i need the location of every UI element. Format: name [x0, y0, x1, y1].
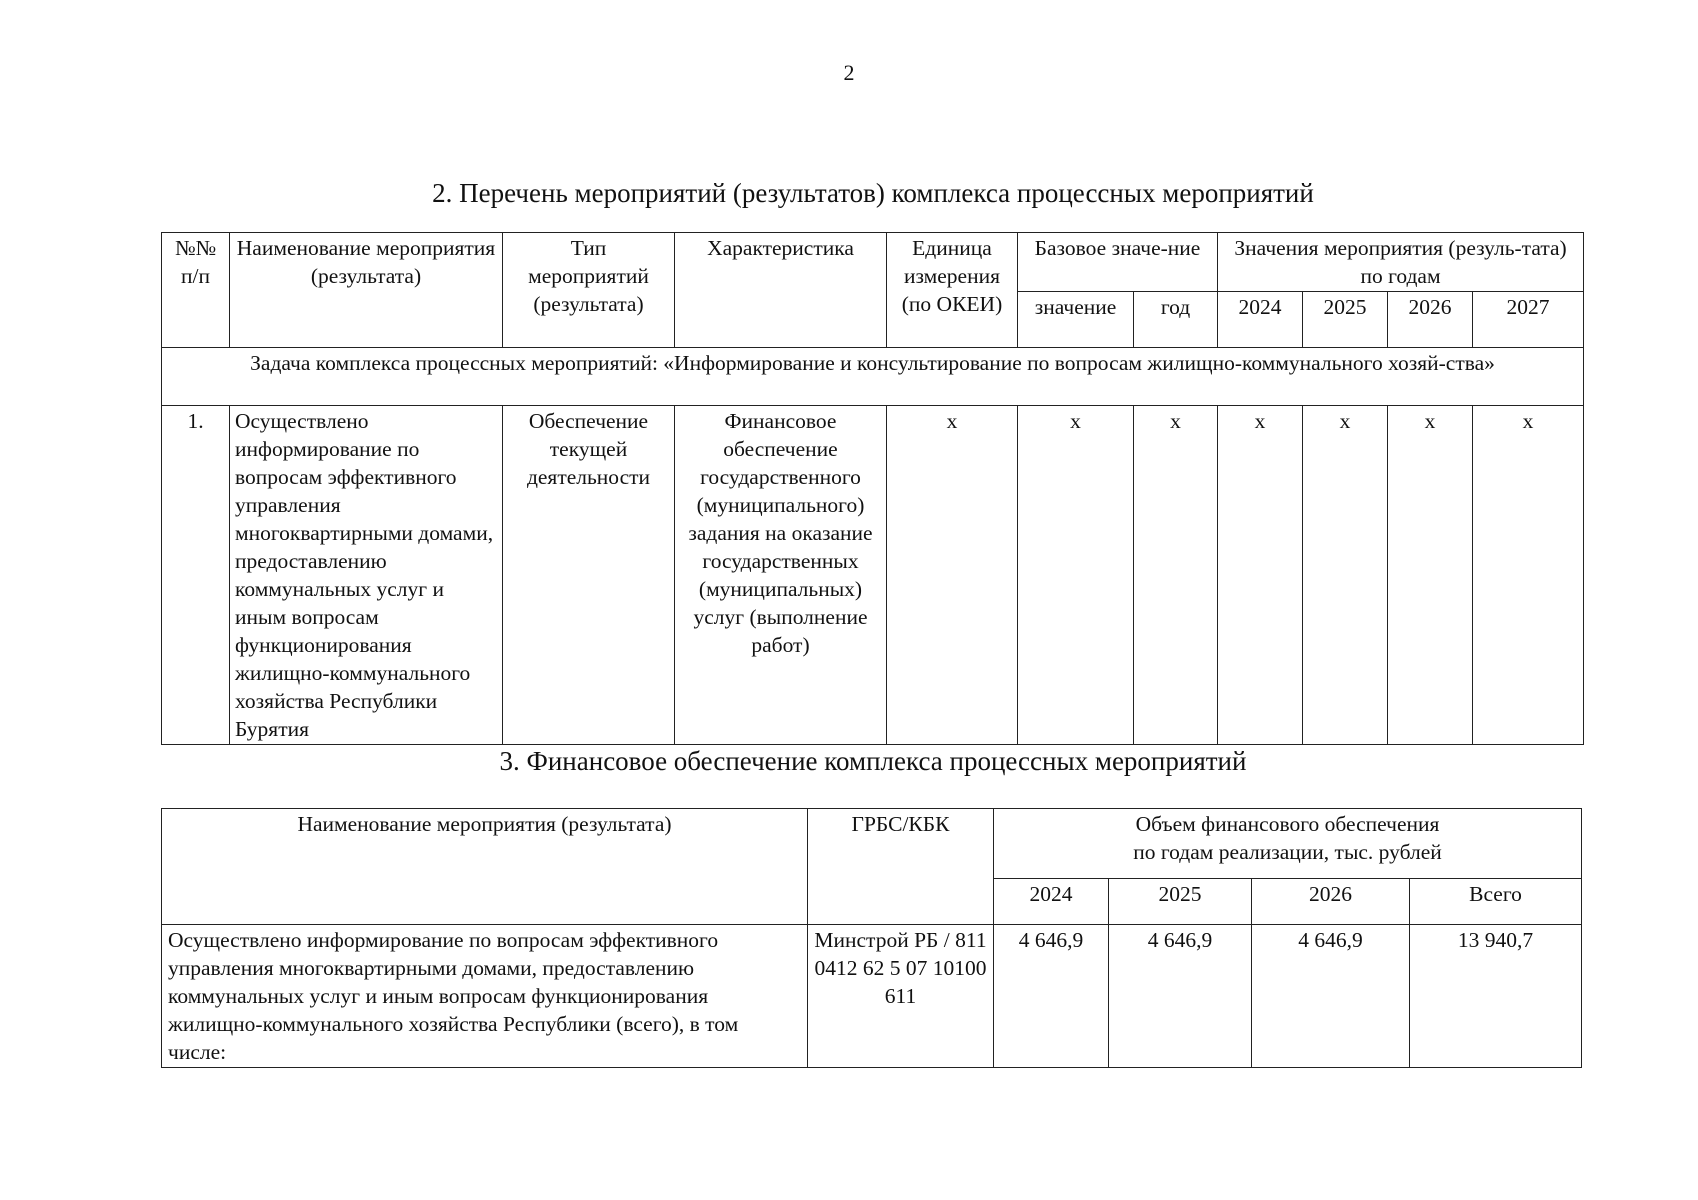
fin-header-volume-line2: по годам реализации, тыс. рублей	[1133, 840, 1442, 864]
fin-row-2026: 4 646,9	[1252, 925, 1410, 1068]
header-year-2024: 2024	[1218, 292, 1303, 348]
row-num: 1.	[162, 406, 230, 745]
header-characteristic: Характеристика	[675, 233, 887, 348]
row-base-value: х	[1018, 406, 1134, 745]
fin-header-2026: 2026	[1252, 879, 1410, 925]
header-num: №№ п/п	[162, 233, 230, 348]
row-value-2024: х	[1218, 406, 1303, 745]
header-year-2026: 2026	[1388, 292, 1473, 348]
section-3-title: 3. Финансовое обеспечение комплекса процессных мероприятий	[499, 746, 1247, 776]
row-value-2026: х	[1388, 406, 1473, 745]
header-year-2025: 2025	[1303, 292, 1388, 348]
row-base-year: х	[1134, 406, 1218, 745]
fin-header-volume-line1: Объем финансового обеспечения	[1135, 812, 1440, 836]
header-activity-type: Тип мероприятий (результата)	[503, 233, 675, 348]
fin-header-2024: 2024	[994, 879, 1109, 925]
header-values-by-year: Значения мероприятия (резуль-тата) по годам	[1218, 233, 1584, 292]
row-value-2027: х	[1473, 406, 1584, 745]
header-year-2027: 2027	[1473, 292, 1584, 348]
fin-row-grbs: Минстрой РБ / 811 0412 62 5 07 10100 611	[808, 925, 994, 1068]
fin-header-2025: 2025	[1109, 879, 1252, 925]
fin-header-volume	[994, 809, 1582, 879]
row-value-2025: х	[1303, 406, 1388, 745]
header-base-value: значение	[1018, 292, 1134, 348]
fin-row-2025: 4 646,9	[1109, 925, 1252, 1068]
header-base: Базовое значе-ние	[1018, 233, 1218, 292]
section-2-title: 2. Перечень мероприятий (результатов) комплекса процессных мероприятий	[432, 178, 1314, 208]
activities-table	[161, 232, 1584, 745]
financing-table	[161, 808, 1582, 1068]
header-base-year: год	[1134, 292, 1218, 348]
fin-header-grbs: ГРБС/КБК	[808, 809, 994, 925]
fin-header-name: Наименование мероприятия (результата)	[162, 809, 808, 925]
fin-row-2024: 4 646,9	[994, 925, 1109, 1068]
fin-row-total: 13 940,7	[1410, 925, 1582, 1068]
page-number: 2	[843, 60, 855, 85]
header-unit: Единица измерения (по ОКЕИ)	[887, 233, 1018, 348]
row-activity-type: Обеспечение текущей деятельности	[503, 406, 675, 745]
fin-row-name: Осуществлено информирование по вопросам эффективного управления многоквартирными домами, предоставлению коммунальных услуг и иным вопросам функционирования жилищно-коммунального хозяйства Республики (всего), в том числе:	[162, 925, 808, 1068]
task-row: Задача комплекса процессных мероприятий: «Информирование и консультирование по вопросам жилищно-коммунального хозяй-ства»	[162, 348, 1584, 406]
row-characteristic: Финансовое обеспечение государственного (муниципального) задания на оказание государственных (муниципальных) услуг (выполнение работ)	[675, 406, 887, 745]
row-unit: х	[887, 406, 1018, 745]
row-activity-name: Осуществлено информирование по вопросам эффективного управления многоквартирными домами, предоставлению коммунальных услуг и иным вопросам функционирования жилищно-коммунального хозяйства Республики Бурятия	[230, 406, 503, 745]
header-activity-name: Наименование мероприятия (результата)	[230, 233, 503, 348]
fin-header-total: Всего	[1410, 879, 1582, 925]
